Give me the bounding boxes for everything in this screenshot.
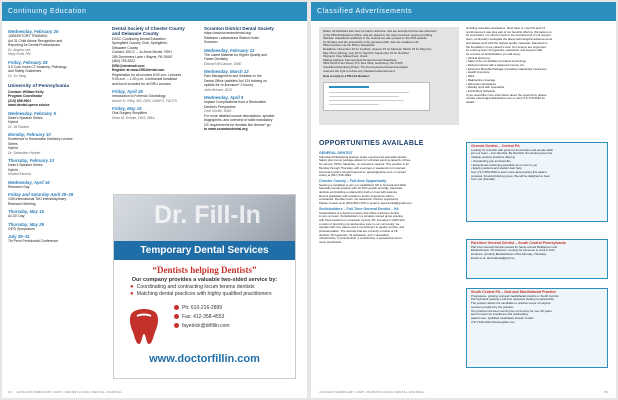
entry-line: Dental Office (satisfies Act 124 training on	[204, 78, 267, 83]
entry-it: Cedi Ghotbi, DMD	[204, 109, 232, 114]
entry-line: 289 Drummers Lane • Wayne, PA 19087	[112, 54, 173, 59]
entry-it: Dean M. Deluke, DDS, MBA	[112, 115, 155, 120]
classified-rates-text	[323, 30, 455, 73]
listing-title: Chester County – Full-time Opportunity	[319, 178, 387, 183]
entry-line: opioids for re-licensure* 2 hours)	[204, 83, 253, 88]
rates-text-line: Deadlines: November 15 for Jan/Feb; January 15 for Mar/Apr; March 15 for May/Jun;	[323, 46, 432, 51]
left-page-footer	[8, 390, 122, 394]
listing-text-line: a vision of providing comprehensive care to our community, we	[319, 221, 400, 226]
listing-text-line: Specialty Dental practice with 10-15% growth annually. Associate	[319, 186, 403, 191]
entry-line: Excellence in Restorative Dentistry Lecture	[8, 137, 73, 142]
callout-text-line: Part-time General Dentist needed for family-owned Middletown and	[471, 244, 558, 249]
callout-title: Part-time General Dentist – South Central Pennsylvania	[471, 241, 566, 245]
callout-part-time-dentist	[466, 239, 608, 279]
listing-text-line: • Weekly work with specialists	[466, 85, 505, 90]
callout-text-line: locations; primarily Elizabethtown office Monday–Thursday.	[471, 252, 547, 257]
listing-text-line: Smilebuilders is a dental company that offers a full-time dentist	[319, 210, 400, 215]
ad-band-title: Temporary Dental Services	[114, 241, 295, 260]
entry-line: Scranton	[204, 40, 218, 45]
entry-bold: Register at www.DRUdental.com	[112, 68, 165, 73]
entry-it: John Brewer, DDS	[204, 87, 232, 92]
listing-text-line: operate with core values and a commitment to quality, service, and	[319, 225, 405, 230]
callout-oral-maxillofacial	[466, 288, 608, 368]
listing-text-line: reimbursement rate plus part of our benefits offering. We believe to	[466, 29, 552, 34]
rates-text-line: Classified Advertising Policy: The Pennsylvania Dental Association	[323, 64, 409, 69]
entry-it: Khaled Elmosa	[8, 172, 31, 177]
listing-title: Smilebuilders – Full-Time General Dentist – PA	[319, 206, 399, 211]
entry-line: 10th International TMJ Interdisciplinary	[8, 197, 67, 202]
callout-text-line: The position allows the candidate to practice scope of surgical	[471, 301, 551, 306]
ad-contact-lines	[174, 304, 230, 350]
callout-text-line: centered, forward-thinking group. We will be delighted to hear	[471, 173, 550, 178]
listing-text-line: including relocation assistance. Must have or meet PA and CT	[466, 27, 546, 30]
ad-website-link[interactable]: www.doctorfillin.com	[149, 352, 260, 365]
callout-text-line: Progressive, growing oral and maxillofacial practice in South Central	[471, 293, 559, 298]
callout-text-line: • Outstanding pay and benefits	[471, 158, 511, 163]
rates-text-line: reserves the right to refuse any classified advertisement.	[323, 68, 396, 73]
rates-text-line: Mailing Address: Pennsylvania Dental Journal Classifieds,	[323, 57, 398, 62]
entry-it: Dr. Angela Lee	[8, 47, 31, 52]
listing-text-line: nurse anesthetist.	[319, 240, 342, 245]
listing-text-line: • Health insurance	[466, 70, 490, 75]
callout-title: South Central PA – Oral and Maxillofacial Practice	[471, 290, 557, 294]
ad-tagline: “Dentists helping Dentists”	[152, 265, 257, 275]
entry-it: Edward McCaman, DMD	[204, 61, 242, 66]
listing-text-line: orthodontists, 2 periodontists, 1 endodontist, a pedodontist and a	[319, 236, 402, 241]
bullet-icon: ●	[130, 290, 134, 297]
callout-text-line: Text (717) 580-0630 to learn more about joining this patient	[471, 169, 547, 174]
opportunities-listings	[319, 150, 459, 375]
callout-text-line: Elizabethtown, PA practices. Looking for someone to work in both	[471, 248, 555, 253]
listing-title: GENERAL DENTIST	[319, 151, 353, 155]
page-number: 34	[8, 390, 12, 394]
ad-bullet	[130, 291, 295, 298]
callout-text-line: services provided by the practice.	[471, 304, 514, 309]
scranton-column	[204, 26, 302, 196]
ad-bullet-text: Coordinating and contracting locum tenens dentists	[136, 283, 255, 290]
entry-line: Research Day	[8, 184, 30, 189]
listing-text-line: Suburban Philadelphia practice seeks experienced associate dentist.	[319, 154, 408, 159]
callout-body	[471, 149, 603, 182]
reply-example-card	[323, 82, 430, 111]
entry-line: Introduction to Forensic Odontology	[112, 94, 166, 99]
chester-delaware-column	[112, 26, 198, 196]
entry-line: The Latest Material for Higher Quality and	[204, 52, 267, 57]
entry-date: Thursday, May 29	[8, 221, 44, 227]
entry-date: Monday, February 10	[8, 132, 51, 138]
entry-bold: (215) 898-9901	[8, 98, 32, 103]
right-page	[311, 2, 616, 398]
listing-chester-county	[319, 180, 459, 206]
callout-text-line: join our team – Fun Dentists, By Dentists! Our dental group has	[471, 151, 553, 156]
rates-text-line: Rates: All classified ads must be paid in advance. Ads are accepted at the sole discretion	[323, 29, 437, 33]
smilebuilders-continued-column	[466, 27, 608, 139]
entry-line: Delaware County	[112, 45, 139, 50]
entry-line: Pain Management and Sedation in the	[204, 74, 262, 79]
listing-text-line: Salary plus bonus package allows for unlimited earning capacity. All fee-	[319, 158, 412, 163]
listing-text-line: • Reduced stress with a balanced income mix	[466, 63, 525, 68]
entry-date: Wednesday, February 5	[8, 110, 56, 116]
ad-phone: Ph: 610-216-2899	[174, 304, 230, 313]
entry-line: (484) 753-5322	[112, 59, 136, 64]
entry-line: Implant Complications from a Restorative	[204, 100, 266, 105]
entry-bold: Program Coordinator	[8, 94, 43, 99]
entry-date: Wednesday, February 12	[204, 47, 255, 53]
entry-line: CIPD Symposium	[8, 226, 35, 231]
entry-line: CE requirements for dentists like license* go	[204, 122, 271, 127]
entry-line: https://www.scrantondental.org/	[204, 31, 252, 36]
entry-bold: www.dental.upenn.edu/ce	[8, 103, 50, 108]
entry-line: Act 31 Child Abuse Recognition and	[8, 38, 63, 43]
listing-text-line: the foundation of our patient's care. Our doctors are supported	[466, 44, 546, 49]
listing-smilebuilders	[319, 208, 459, 245]
listing-text-line: professionalism. The dentists that are currently consists of 18	[319, 229, 398, 234]
listing-text-line: Please contact us at (484) 804-1700 or email to sspd.dental@gmail.com	[319, 201, 412, 206]
callout-body	[471, 246, 603, 261]
entry-line: Oral Surgery Simplified	[112, 111, 147, 116]
listing-text-line: dentists, 25 hygienists, 32 assistants, and 7 specialists,	[319, 232, 390, 237]
entry-bold: Contact: William Kelly	[8, 89, 44, 94]
listing-text-line: considered. Flexible hours. No weekends. Partner opportunity.	[319, 197, 399, 202]
entry-date: Wednesday, April 9	[204, 95, 244, 101]
listing-text-line: • Relocation Assistance	[466, 81, 497, 86]
right-page-banner: Classified Advertisements	[311, 2, 616, 21]
listing-text-line: Monday through Thursday, with evenings or weekends not required.	[319, 165, 406, 170]
listing-text-line: Cassy at (847) 545-1993.	[319, 173, 352, 178]
listing-text-line: As a doctor at Smilebuilders you will enjoy:	[466, 51, 521, 56]
listing-text-line: details.	[466, 100, 476, 105]
footer-text: JANUARY/FEBRUARY 2025 | PENNSYLVANIA DENTAL JOURNAL	[319, 390, 425, 394]
rates-text-line: 3501 North Front Street, P.O. Box 3341, Harrisburg, PA 17105	[323, 61, 403, 66]
entry-head2: Scranton District Dental Society	[204, 26, 274, 31]
entry-line: and lunch included for all DRU courses.	[112, 81, 172, 86]
callout-text-line: • Equity positions and student loan help	[471, 166, 522, 171]
entry-it: Dr. Xu Yang	[8, 73, 27, 78]
callout-text-line: Our practice has been serving the community for over 30 years	[471, 308, 552, 313]
callout-text-line: and is known for excellence and outstanding	[471, 312, 528, 317]
entry-line: Radisson Lackawanna Station Hotel,	[204, 35, 260, 40]
listing-text-line: to join our team. Smilebuilders is a privately owned group practice	[319, 214, 404, 219]
entry-date: Friday and Saturday April 25–26	[8, 192, 74, 198]
entry-line: 9:00 a.m. – 1:00 p.m. Continental breakfast	[112, 77, 178, 82]
callout-general-dentist-central-pa	[466, 142, 608, 222]
listing-general-dentist	[319, 152, 459, 178]
entry-bold: to www.scrantondental.org	[204, 127, 248, 132]
entry-line: ACCE Day	[8, 214, 25, 219]
tooth-icon	[114, 304, 174, 350]
left-page	[2, 2, 307, 398]
listing-text-line: • Clinical autonomy	[466, 55, 491, 60]
right-page-footer	[319, 390, 425, 394]
ad-bullet-text: Matching dental practices with highly qualified practitioners	[136, 290, 272, 297]
listing-text-line: • Malpractice coverage	[466, 77, 496, 82]
entry-line: JOB/HISTORY TRAINING	[8, 34, 48, 38]
callout-text-line: patient care. Qualified candidates should contact	[471, 315, 534, 320]
bullet-icon: ●	[130, 283, 134, 290]
entry-line: Faster Dentistry	[204, 57, 228, 62]
entry-line: Dentist's Perspective	[204, 104, 236, 109]
listing-text-line: • Full Patient Schedule	[466, 88, 496, 93]
listing-text-line: by a strong team of hygienists, assistants, and support staff.	[466, 48, 543, 53]
listing-text-line: If you would like more information about the opportunity please	[466, 92, 547, 97]
rates-text-line: May 15 for Jul/Aug; July 15 for Sep/Oct; September 15 for Nov/Dec.	[323, 50, 410, 55]
listing-text-line: • State of the art facilities and latest technology	[466, 59, 526, 64]
listing-text-line: with three locations in Lancaster County, PA. Founded in 2000 with	[319, 217, 405, 222]
callout-text-line: • Exceptional continuing education at no cost to you	[471, 162, 538, 167]
listing-text-line: Seeking a candidate to join our established GP in General and Multi-	[319, 182, 407, 187]
ad-email[interactable]: fayetrick@drfillin.com	[174, 322, 230, 331]
entry-line: 7th Penn Periodontal Conference	[8, 239, 59, 244]
footer-text: JANUARY/FEBRUARY 2025 | PENNSYLVANIA DENTAL JOURNAL	[16, 390, 123, 394]
page-number: 35	[604, 390, 608, 394]
ad-bullet	[130, 284, 295, 291]
entry-line: Hybrid	[8, 167, 18, 172]
callout-text-line: from you (Kendall).	[471, 177, 496, 182]
listing-text-line: Interested parties should respond to: pjcarlo@yahoo.com or contact	[319, 169, 406, 174]
entry-it: Amber D. Riley, MS, DDS, DABFO, FACFS	[112, 98, 177, 103]
reply-instructions-title: How to reply to a PDJ Ad Number:	[323, 74, 370, 79]
entry-date: July 28–31	[8, 234, 30, 240]
entry-date: Thursday, May 15	[8, 209, 44, 215]
entry-date: Friday, February 28	[8, 59, 48, 65]
left-page-banner: Continuing Education	[2, 2, 307, 21]
entry-line: Series	[8, 141, 18, 146]
entry-date: Thursday, February 13	[8, 158, 54, 164]
listing-text-line: be successful, it is vital to invest in the development of our support	[466, 33, 551, 38]
penn-ce-column	[8, 26, 106, 386]
callout-title: General Dentist – Central PA	[471, 144, 520, 148]
entry-date: Wednesday, April 16	[8, 179, 50, 185]
callout-text-line: Looking for a dentist with great communication and people skills	[471, 147, 553, 152]
ad-fax: Fax: 412-358-4553	[174, 313, 230, 322]
entry-line: Hybrid	[8, 120, 18, 125]
entry-inst: University of Pennsylvania	[8, 84, 70, 89]
ad-logo: Dr. Fill-In	[154, 201, 261, 229]
listing-text-line: dentists and building a relationship built on trust with patients.	[319, 190, 398, 195]
entry-date: Wednesday, March 12	[204, 69, 249, 75]
entry-line: Hybrid	[8, 146, 18, 151]
listing-text-line: • 401K	[466, 74, 475, 79]
rates-text-line: for 90 days and are accessible to the general public. Ads are emailed to all	[323, 39, 419, 44]
entry-line: Registration for all courses 8:00 a.m. Lectures	[112, 72, 182, 77]
entry-line: DSCC Continuing Dental Education	[112, 36, 166, 41]
callout-text-line: multiple practice locations offering:	[471, 155, 516, 160]
entry-date: Friday, April 25	[112, 89, 143, 95]
callout-body	[471, 295, 603, 325]
callout-text-line: Email us at: altonadental@ptd.net	[471, 255, 515, 260]
listing-text-line: contact careers@smilebuilders.com or call (717) 579-0020 for	[466, 96, 546, 101]
ad-hero-photo	[114, 195, 295, 260]
entry-line: 3.0 Core hours CT Anatomy, Pathology	[8, 64, 67, 69]
entry-date: Friday, May 16	[112, 106, 142, 112]
ad-subtitle: Our company provides a valuable two-sided service by:	[131, 277, 278, 283]
dr-fill-in-ad	[113, 194, 296, 379]
callout-text-line: (717) 333-4444 Fivehospitals.com	[471, 319, 515, 324]
listing-text-line: Recent graduates with residency and/or experience will be	[319, 193, 394, 198]
entry-line: biographies, and overview of state mandatory	[204, 118, 273, 123]
listing-text-line: team, continually investigate the latest technological advancements	[466, 37, 553, 42]
entry-head2: Dental Society of Chester County	[112, 26, 185, 31]
entry-bold: DRU@dentmail.com	[112, 63, 145, 68]
entry-line: and Safety Guidelines	[8, 69, 42, 73]
entry-line: Springfield Country Club, Springfield,	[112, 41, 168, 46]
callout-text-line: Pennsylvania seeking a full-time associate leading to partnership.	[471, 297, 555, 302]
rates-text-line: Website: Classifieds published in the Journal are also posted on the PDA website	[323, 36, 427, 41]
listing-text-line: and always work with the highest quality materials. Teamwork is	[466, 40, 548, 45]
entry-line: Research Meeting	[8, 201, 36, 206]
entry-date: Wednesday, February 26	[8, 29, 59, 34]
classified-rates-box	[319, 27, 459, 125]
rates-text-line: Payment: Visa, MasterCard, check.	[323, 54, 369, 59]
entry-line: Dean's Speaker Series	[8, 115, 43, 120]
opportunities-heading: OPPORTUNITIES AVAILABLE	[319, 140, 424, 147]
entry-it: Dr. Sebastien Hahnel	[8, 150, 41, 155]
ad-contact-block	[114, 304, 295, 350]
entry-line: For more detailed course descriptions, speaker	[204, 113, 275, 118]
entry-line: Contact: DSCC – Jo-Anne Michel, RDH	[112, 50, 172, 55]
entry-line: Dean's Speaker Series	[8, 163, 43, 168]
rates-text-line: PDA members via the PDA e-Newsletter.	[323, 43, 376, 48]
entry-it: Mary Kraft, RN	[8, 52, 31, 56]
listing-text-line: for-service, PPOs, Medicare, no insurance network. This position is for	[319, 162, 410, 167]
entry-head2: and Delaware County	[112, 31, 159, 37]
listing-text-line: • Extensive Benefits Package (including malpractice insurance)	[466, 66, 547, 71]
entry-it: Dr. Jill Radom	[8, 124, 30, 129]
entry-line: Reporting for Dental Professionals	[8, 43, 60, 47]
rates-text-line: of the PDA Publications Office. Ads are placed in the order received, space permitting.	[323, 32, 434, 37]
